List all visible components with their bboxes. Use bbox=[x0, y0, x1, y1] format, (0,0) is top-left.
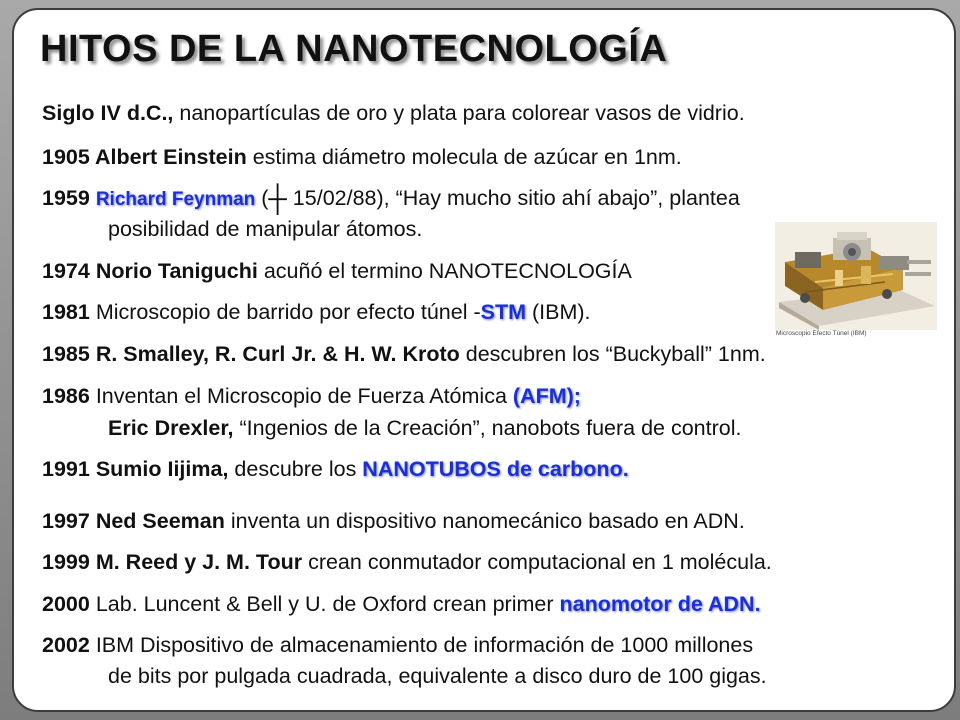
milestone-siglo-iv: Siglo IV d.C., nanopartículas de oro y plata para colorear vasos de vidrio. bbox=[42, 101, 745, 125]
milestone-1991: 1991 Sumio Iijima, descubre los NANOTUBOS de carbono. bbox=[42, 457, 629, 481]
milestone-1985: 1985 R. Smalley, R. Curl Jr. & H. W. Kroto descubren los “Buckyball” 1nm. bbox=[42, 342, 766, 366]
page-title: HITOS DE LA NANOTECNOLOGÍA bbox=[40, 28, 668, 70]
milestone-1997: 1997 Ned Seeman inventa un dispositivo nanomecánico basado en ADN. bbox=[42, 509, 745, 533]
cross-symbol: ┼ bbox=[268, 183, 287, 213]
milestone-1981: 1981 Microscopio de barrido por efecto túnel -STM (IBM). bbox=[42, 300, 591, 324]
milestone-2002-cont: de bits por pulgada cuadrada, equivalente a disco duro de 100 gigas. bbox=[108, 664, 767, 688]
milestone-2002: 2002 IBM Dispositivo de almacenamiento de información de 1000 millones bbox=[42, 633, 754, 657]
milestone-1905: 1905 Albert Einstein estima diámetro molecula de azúcar en 1nm. bbox=[42, 145, 682, 169]
milestone-2000: 2000 Lab. Luncent & Bell y U. de Oxford crean primer nanomotor de ADN. bbox=[42, 592, 761, 616]
milestone-1986-cont: Eric Drexler, “Ingenios de la Creación”, nanobots fuera de control. bbox=[108, 416, 742, 440]
photo-caption: Microscopio Efecto Túnel (IBM) bbox=[776, 330, 867, 337]
milestone-1974: 1974 Norio Taniguchi acuñó el termino NANOTECNOLOGÍA bbox=[42, 259, 632, 283]
milestone-1959-cont: posibilidad de manipular átomos. bbox=[108, 217, 423, 241]
milestone-1999: 1999 M. Reed y J. M. Tour crean conmutador computacional en 1 molécula. bbox=[42, 550, 772, 574]
milestone-1986: 1986 Inventan el Microscopio de Fuerza Atómica (AFM); bbox=[42, 384, 581, 408]
milestone-1959: 1959 Richard Feynman (┼ 15/02/88), “Hay mucho sitio ahí abajo”, plantea bbox=[42, 183, 740, 213]
stm-microscope-photo bbox=[775, 222, 937, 330]
